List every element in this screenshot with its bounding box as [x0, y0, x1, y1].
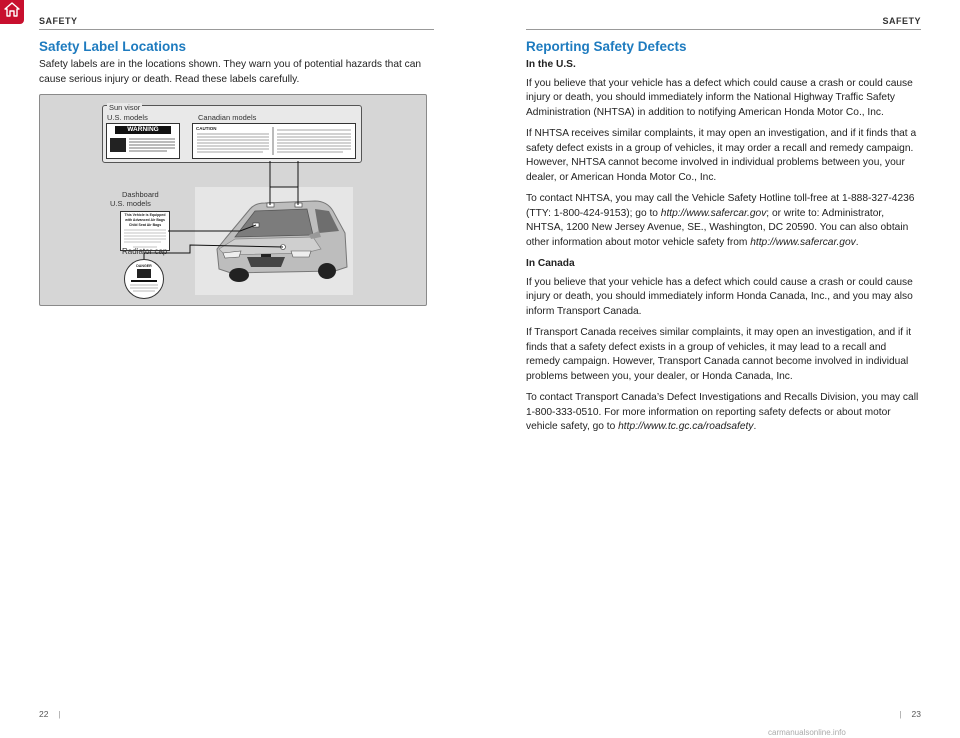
header-divider-right	[526, 29, 921, 30]
caution-sticker-heading: CAUTION	[196, 126, 217, 131]
paragraph-us-2: If NHTSA receives similar complaints, it may open an investigation, and if it finds that a safety defect exists in a group of vehicles, it may order a recall and remedy campaign. However, NHTSA cannot become involved in individual problems between you, your dealer, or American Honda Motor Co., Inc.	[526, 128, 917, 183]
paragraph-us-3: To contact NHTSA, you may call the Vehicle Safety Hotline toll-free at 1-888-327-4236 (TTY: 1-800-424-9153); go to http://www.safercar.gov; or write to: Administrator, NHTSA, 1200 New Jersey Avenue, SE., Washington, DC 20590. You can also obtain other information about motor vehicle safety from http://www.safercar.gov.	[526, 193, 915, 248]
radiator-cap-label: Radiator cap	[122, 247, 168, 256]
subheading-canada: In Canada	[526, 258, 575, 269]
page-title-right: Reporting Safety Defects	[526, 39, 687, 54]
home-button[interactable]	[0, 0, 24, 24]
watermark: carmanualsonline.info	[768, 728, 846, 737]
sun-visor-label: Sun visor	[109, 103, 141, 112]
canadian-models-label: Canadian models	[198, 113, 257, 122]
airbag-sticker-subtitle: Child Seat Air Bags	[128, 223, 162, 227]
page-number-left: 22 |	[39, 709, 61, 719]
paragraph-canada-2: If Transport Canada receives similar complaints, it may open an investigation, and if it finds that a safety defect exists in a group of vehicles, it may lead to a recall and remedy campaign. However, Transport Canada cannot become involved in individual problems between you, your dealer, or Honda Canada, Inc.	[526, 327, 912, 382]
reporting-defects-body	[526, 58, 922, 442]
page-number-right: | 23	[899, 709, 921, 719]
us-models-label: U.S. models	[107, 113, 148, 122]
section-header-right: SAFETY	[882, 16, 921, 26]
tc-roadsafety-link[interactable]: http://www.tc.gc.ca/roadsafety	[618, 421, 754, 432]
danger-sticker-heading: DANGER	[136, 264, 152, 268]
safety-label-figure	[39, 94, 427, 306]
home-icon	[4, 2, 20, 22]
paragraph-canada-3: To contact Transport Canada’s Defect Investigations and Recalls Division, you may call 1-800-333-0510. For more information on reporting safety defects or about motor vehicle safety, go to http://www.tc.gc.ca/roadsafety.	[526, 392, 919, 432]
header-divider-left	[39, 29, 434, 30]
paragraph-canada-1: If you believe that your vehicle has a defect which could cause a crash or could cause injury or death, you should immediately inform Honda Canada, Inc., and you may also inform Transport Canada.	[526, 276, 913, 317]
page-title-left: Safety Label Locations	[39, 39, 187, 54]
safercar-link-2[interactable]: http://www.safercar.gov	[750, 236, 856, 248]
intro-paragraph	[39, 58, 429, 94]
safercar-link[interactable]: http://www.safercar.gov	[660, 207, 767, 219]
warning-sticker-heading: WARNING	[115, 126, 171, 134]
intro-text: Safety labels are in the locations shown. They warn you of potential hazards that can cause serious injury or death. Read these labels carefully.	[39, 59, 422, 85]
subheading-us: In the U.S.	[526, 59, 576, 70]
leader-lines	[40, 95, 426, 305]
airbag-sticker-title: This Vehicle is Equipped with Advanced Air Bags	[124, 213, 166, 222]
section-header-left: SAFETY	[39, 16, 78, 26]
dashboard-label: Dashboard	[122, 190, 159, 199]
paragraph-us-1: If you believe that your vehicle has a defect which could cause a crash or could cause injury or death, you should immediately inform the National Highway Traffic Safety Administration (NHTSA) in addition to notifying American Honda Motor Co., Inc.	[526, 77, 913, 118]
dashboard-us-models-label: U.S. models	[110, 199, 151, 208]
